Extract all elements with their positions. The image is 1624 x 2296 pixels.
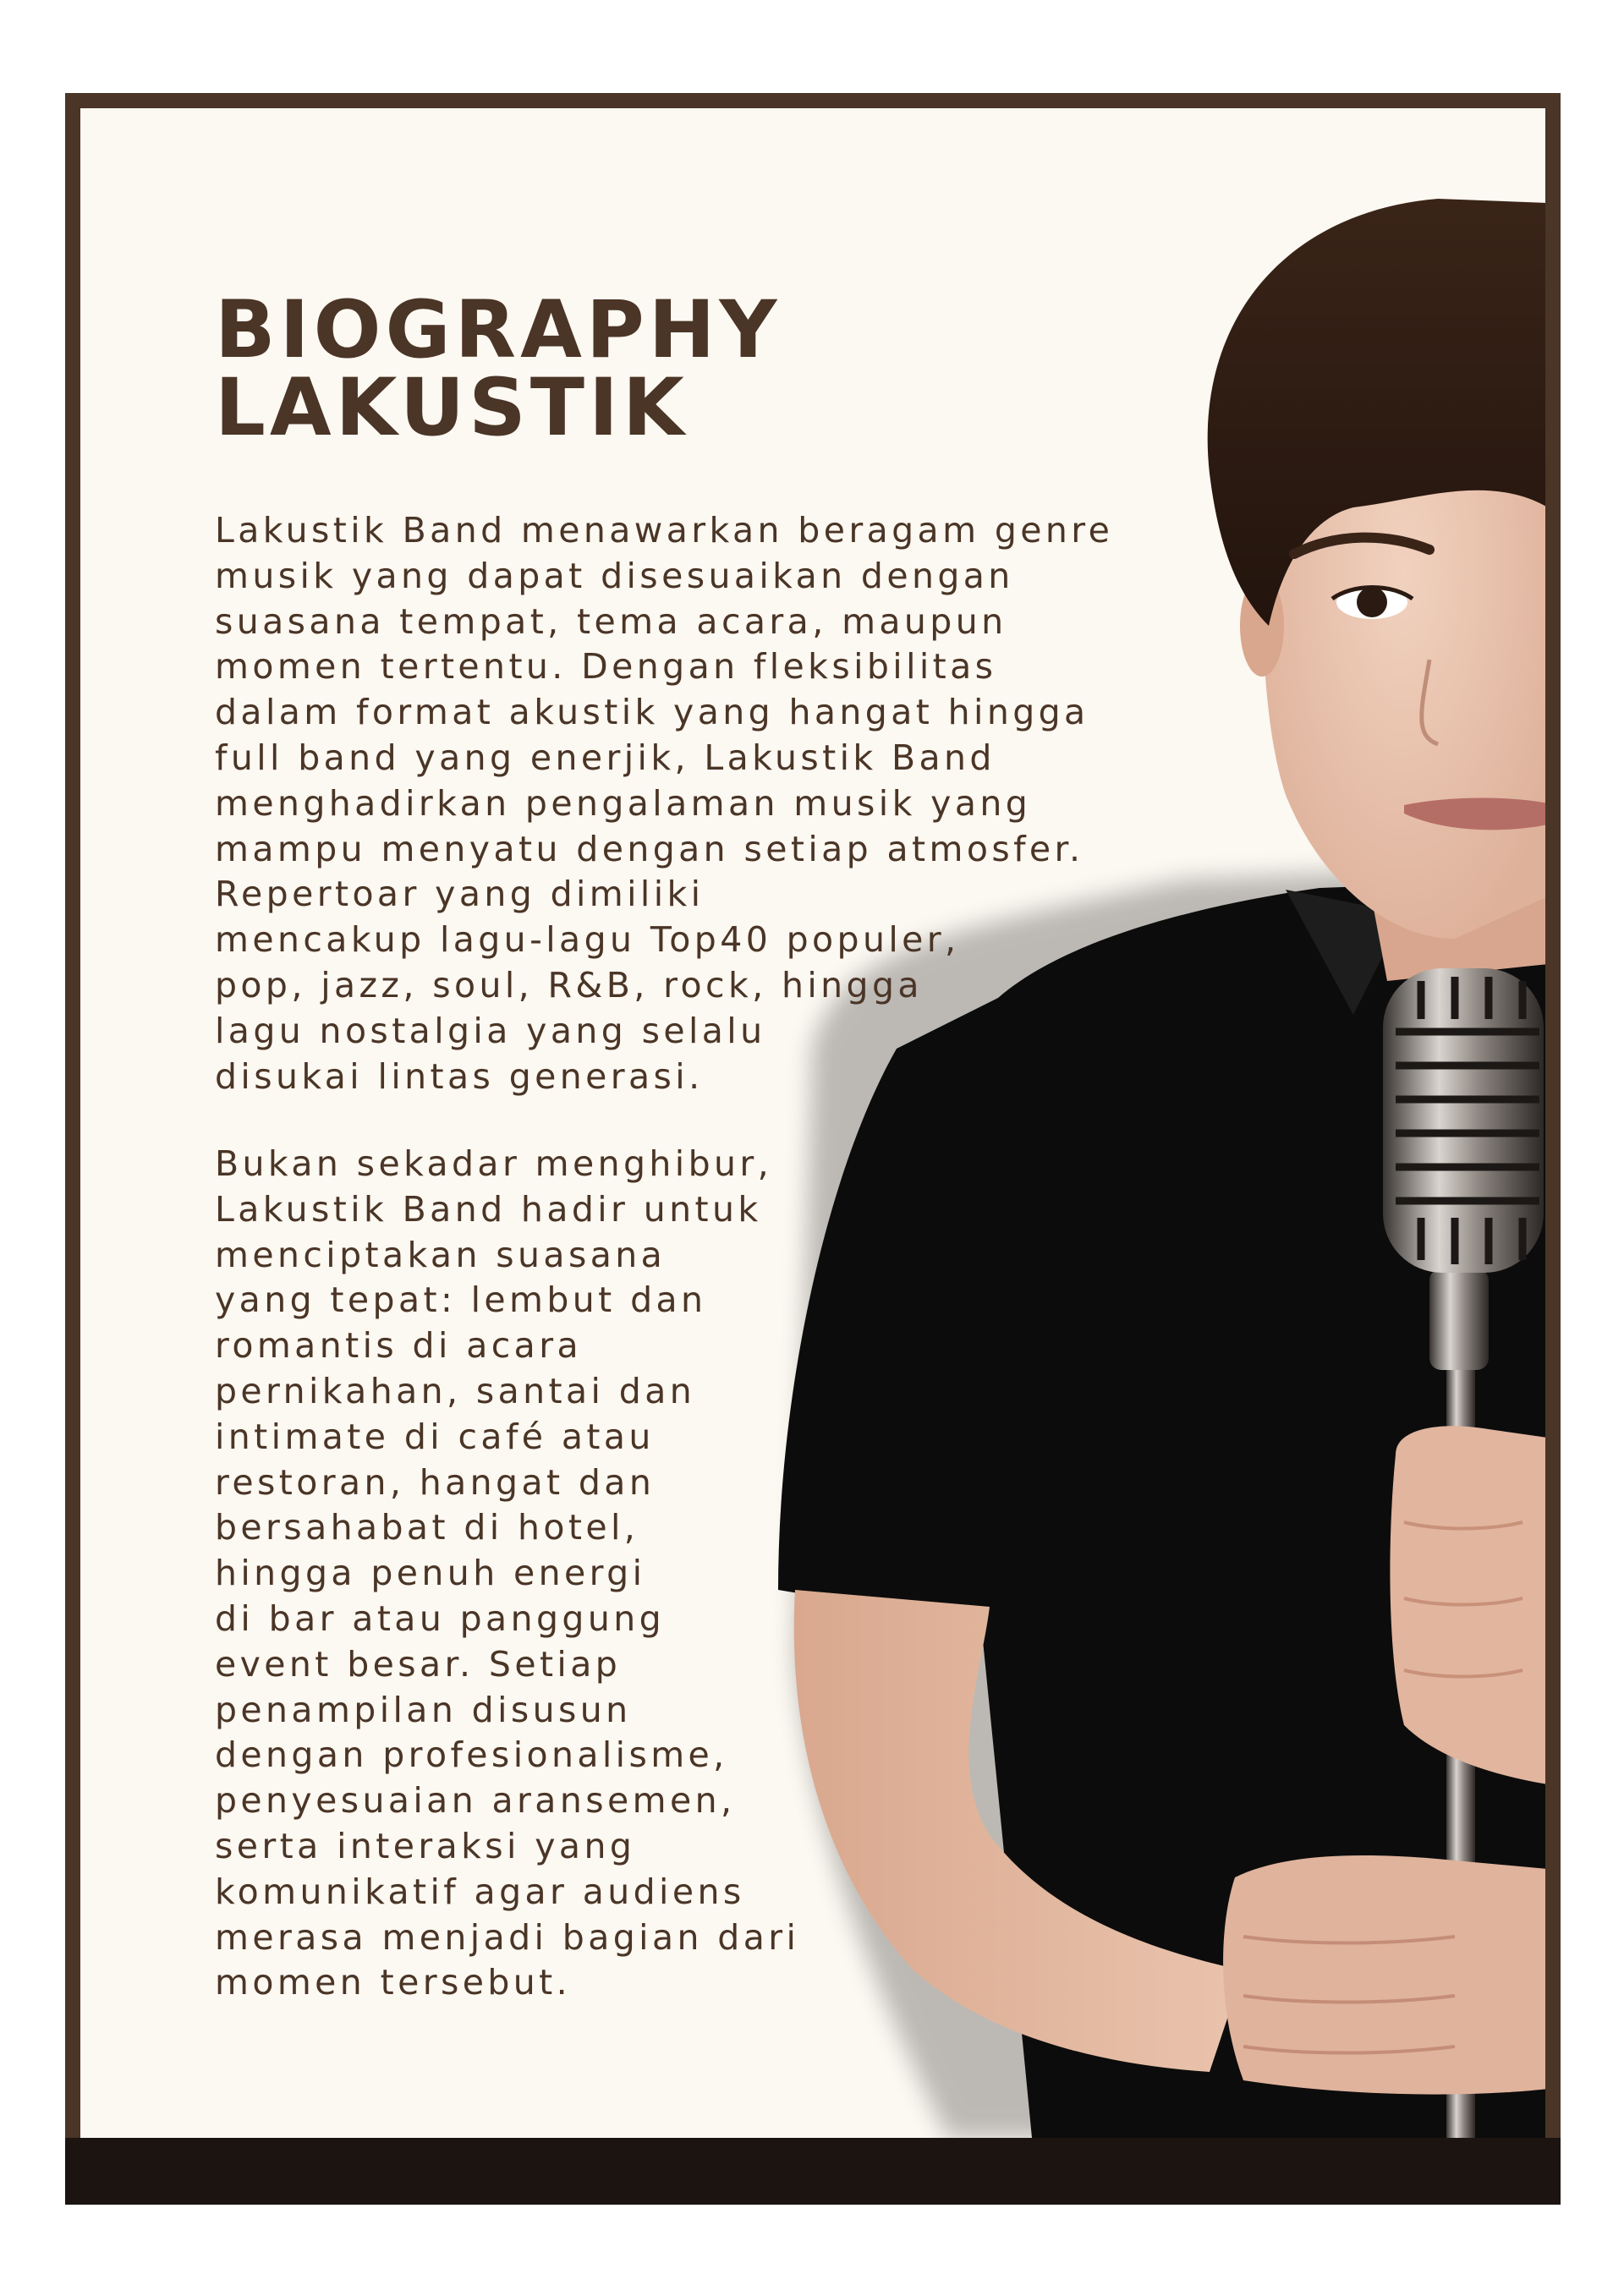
biography-paragraph-2: Bukan sekadar menghibur, Lakustik Band hadir untuk menciptakan suasana yang tepat: lembut dan romantis di acara pernikahan, santai dan intimate di café atau restoran, hangat dan bersahabat di hotel, hingga penuh energi di bar atau panggung event besar. Setiap penampilan disusun dengan profesionalisme, penyesuaian aransemen, serta interaksi yang komunikatif agar audiens merasa menjadi bagian dari momen tersebut. xyxy=(215,1143,800,2003)
title-line-2: LAKUSTIK xyxy=(215,362,689,454)
title-line-1: BIOGRAPHY xyxy=(215,284,782,376)
footer-bar xyxy=(65,2138,1561,2205)
biography-paragraph-1: Lakustik Band menawarkan beragam genre musik yang dapat disesuaikan dengan suasana tempat, tema acara, maupun momen tertentu. Dengan fleksibilitas dalam format akustik yang hangat hingga full band yang enerjik, Lakustik Band menghadirkan pengalaman musik yang mampu menyatu dengan setiap atmosfer. Repertoar yang dimiliki mencakup lagu-lagu Top40 populer, pop, jazz, soul, R&B, rock, hingga lagu nostalgia yang selalu disukai lintas generasi. xyxy=(215,510,1114,1097)
page-title xyxy=(215,284,782,454)
